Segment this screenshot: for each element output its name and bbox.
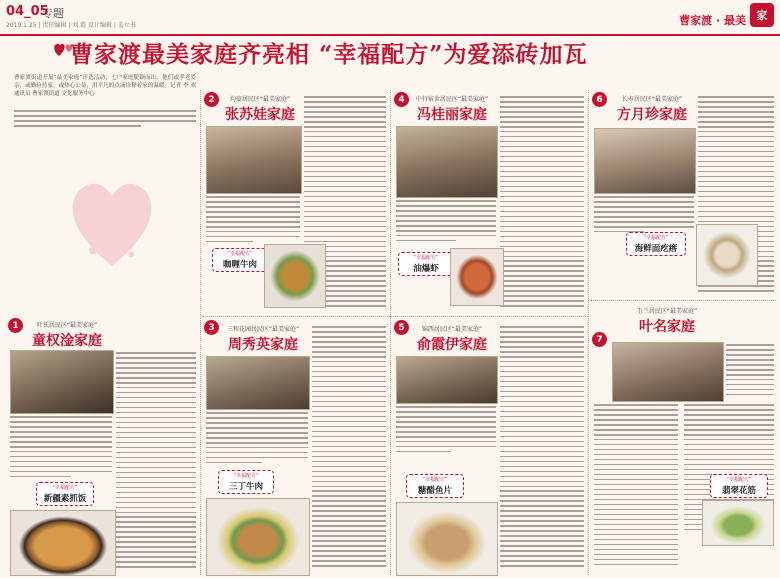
recipe-dish: 糖醋鱼片 bbox=[417, 486, 452, 496]
article-text bbox=[206, 412, 308, 467]
article-text bbox=[396, 406, 496, 456]
brand-label: 曹家渡 · 最美 bbox=[679, 14, 746, 27]
recipe-stamp bbox=[398, 252, 454, 276]
recipe-stamp bbox=[212, 248, 268, 272]
column-divider bbox=[390, 90, 391, 575]
recipe-stamp bbox=[36, 482, 94, 506]
article-text bbox=[726, 344, 774, 399]
family-photo bbox=[612, 342, 724, 402]
food-photo bbox=[396, 502, 498, 576]
brand-seal: 家 bbox=[750, 3, 774, 27]
family-photo bbox=[396, 356, 498, 404]
family-location: 长寿居民区“最美家庭” bbox=[621, 96, 683, 103]
page-number: 04_05 bbox=[6, 4, 49, 19]
row-divider bbox=[202, 316, 588, 317]
family-location: 锦西居民区“最美家庭” bbox=[421, 326, 483, 333]
row-divider bbox=[590, 300, 776, 301]
recipe-label: “幸福配方” bbox=[643, 235, 669, 241]
recipe-stamp bbox=[218, 470, 274, 494]
family-name: 童权淦家庭 bbox=[32, 333, 102, 349]
article-text bbox=[500, 96, 584, 310]
article-text bbox=[312, 326, 386, 570]
recipe-label: “幸福配方” bbox=[726, 477, 752, 483]
recipe-label: “幸福配方” bbox=[422, 477, 448, 483]
family-location: 玉兰居民区“最美家庭” bbox=[636, 308, 698, 315]
article-text bbox=[500, 326, 584, 570]
family-card-3 bbox=[204, 320, 388, 576]
article-text bbox=[396, 200, 496, 245]
food-photo bbox=[696, 224, 758, 286]
decorative-heart-icon bbox=[64, 156, 160, 276]
family-photo bbox=[396, 126, 498, 198]
article-text bbox=[206, 196, 300, 246]
recipe-dish: 新疆素抓饭 bbox=[43, 494, 87, 504]
recipe-dish: 油爆虾 bbox=[413, 264, 439, 274]
article-text bbox=[116, 352, 196, 571]
column-divider bbox=[200, 90, 201, 575]
family-name: 俞霞伊家庭 bbox=[417, 337, 487, 353]
page-header bbox=[0, 0, 780, 36]
family-photo bbox=[594, 128, 696, 194]
card-number: 5 bbox=[394, 320, 409, 335]
family-name: 叶名家庭 bbox=[639, 319, 695, 335]
family-photo bbox=[10, 350, 114, 414]
family-card-5 bbox=[394, 320, 586, 576]
family-card-1 bbox=[8, 318, 198, 576]
page-title: 曹家渡最美家庭齐亮相 “幸福配方”为爱添砖加瓦 bbox=[70, 41, 588, 68]
recipe-label: “幸福配方” bbox=[413, 255, 439, 261]
food-photo bbox=[264, 244, 326, 308]
card-number: 1 bbox=[8, 318, 23, 333]
recipe-label: “幸福配方” bbox=[233, 473, 259, 479]
card-number: 3 bbox=[204, 320, 219, 335]
family-name: 方月珍家庭 bbox=[617, 107, 687, 123]
recipe-label: “幸福配方” bbox=[227, 251, 253, 257]
card-number: 2 bbox=[204, 92, 219, 107]
recipe-stamp bbox=[626, 232, 686, 256]
family-card-7 bbox=[592, 304, 776, 576]
intro-text: 曹家渡街道开展“最美家庭”评选活动，七户家庭脱颖而出。他们或孝老爱亲，或勤俭持家，或热心公益，用平凡的点滴诠释着家的温暖。记者 李 欢 通讯员 曹家渡街道 文化服务中心 bbox=[14, 75, 196, 97]
recipe-dish: 翡翠花筋 bbox=[721, 486, 756, 496]
recipe-dish: 三丁牛肉 bbox=[228, 482, 263, 492]
recipe-dish: 海鲜面疙瘩 bbox=[634, 244, 678, 254]
article-text bbox=[594, 404, 678, 568]
family-location: 三和花园居民区“最美家庭” bbox=[226, 326, 300, 333]
section-label: 专题 bbox=[42, 7, 64, 20]
family-name: 冯桂丽家庭 bbox=[417, 107, 487, 123]
family-photo bbox=[206, 126, 302, 194]
family-location: 叶氏居民区“最美家庭” bbox=[36, 322, 98, 329]
article-text bbox=[594, 196, 694, 236]
card-number: 4 bbox=[394, 92, 409, 107]
family-name: 张苏娃家庭 bbox=[225, 107, 295, 123]
recipe-stamp bbox=[710, 474, 768, 498]
family-card-2 bbox=[204, 92, 388, 314]
intro-block bbox=[14, 74, 196, 160]
food-photo bbox=[10, 510, 116, 576]
intro-text-lines bbox=[14, 110, 196, 130]
issue-meta: 2019.1.25 | 责任编辑 | 刘 霞 设计编辑 | 姜立书 bbox=[6, 22, 136, 29]
column-divider bbox=[588, 90, 589, 575]
family-name: 周秀英家庭 bbox=[228, 337, 298, 353]
recipe-dish: 咖喱牛肉 bbox=[222, 260, 257, 270]
family-location: 中行宿舍居民区“最美家庭” bbox=[415, 96, 489, 103]
family-photo bbox=[206, 356, 310, 410]
article-text bbox=[10, 416, 112, 481]
food-photo bbox=[702, 500, 774, 546]
family-location: 均豪居民区“最美家庭” bbox=[229, 96, 291, 103]
card-number: 7 bbox=[592, 332, 607, 347]
card-number: 6 bbox=[592, 92, 607, 107]
recipe-label: “幸福配方” bbox=[52, 485, 78, 491]
recipe-stamp bbox=[406, 474, 464, 498]
family-card-6 bbox=[592, 92, 776, 298]
food-photo bbox=[450, 248, 504, 306]
family-card-4 bbox=[394, 92, 586, 314]
food-photo bbox=[206, 498, 310, 576]
